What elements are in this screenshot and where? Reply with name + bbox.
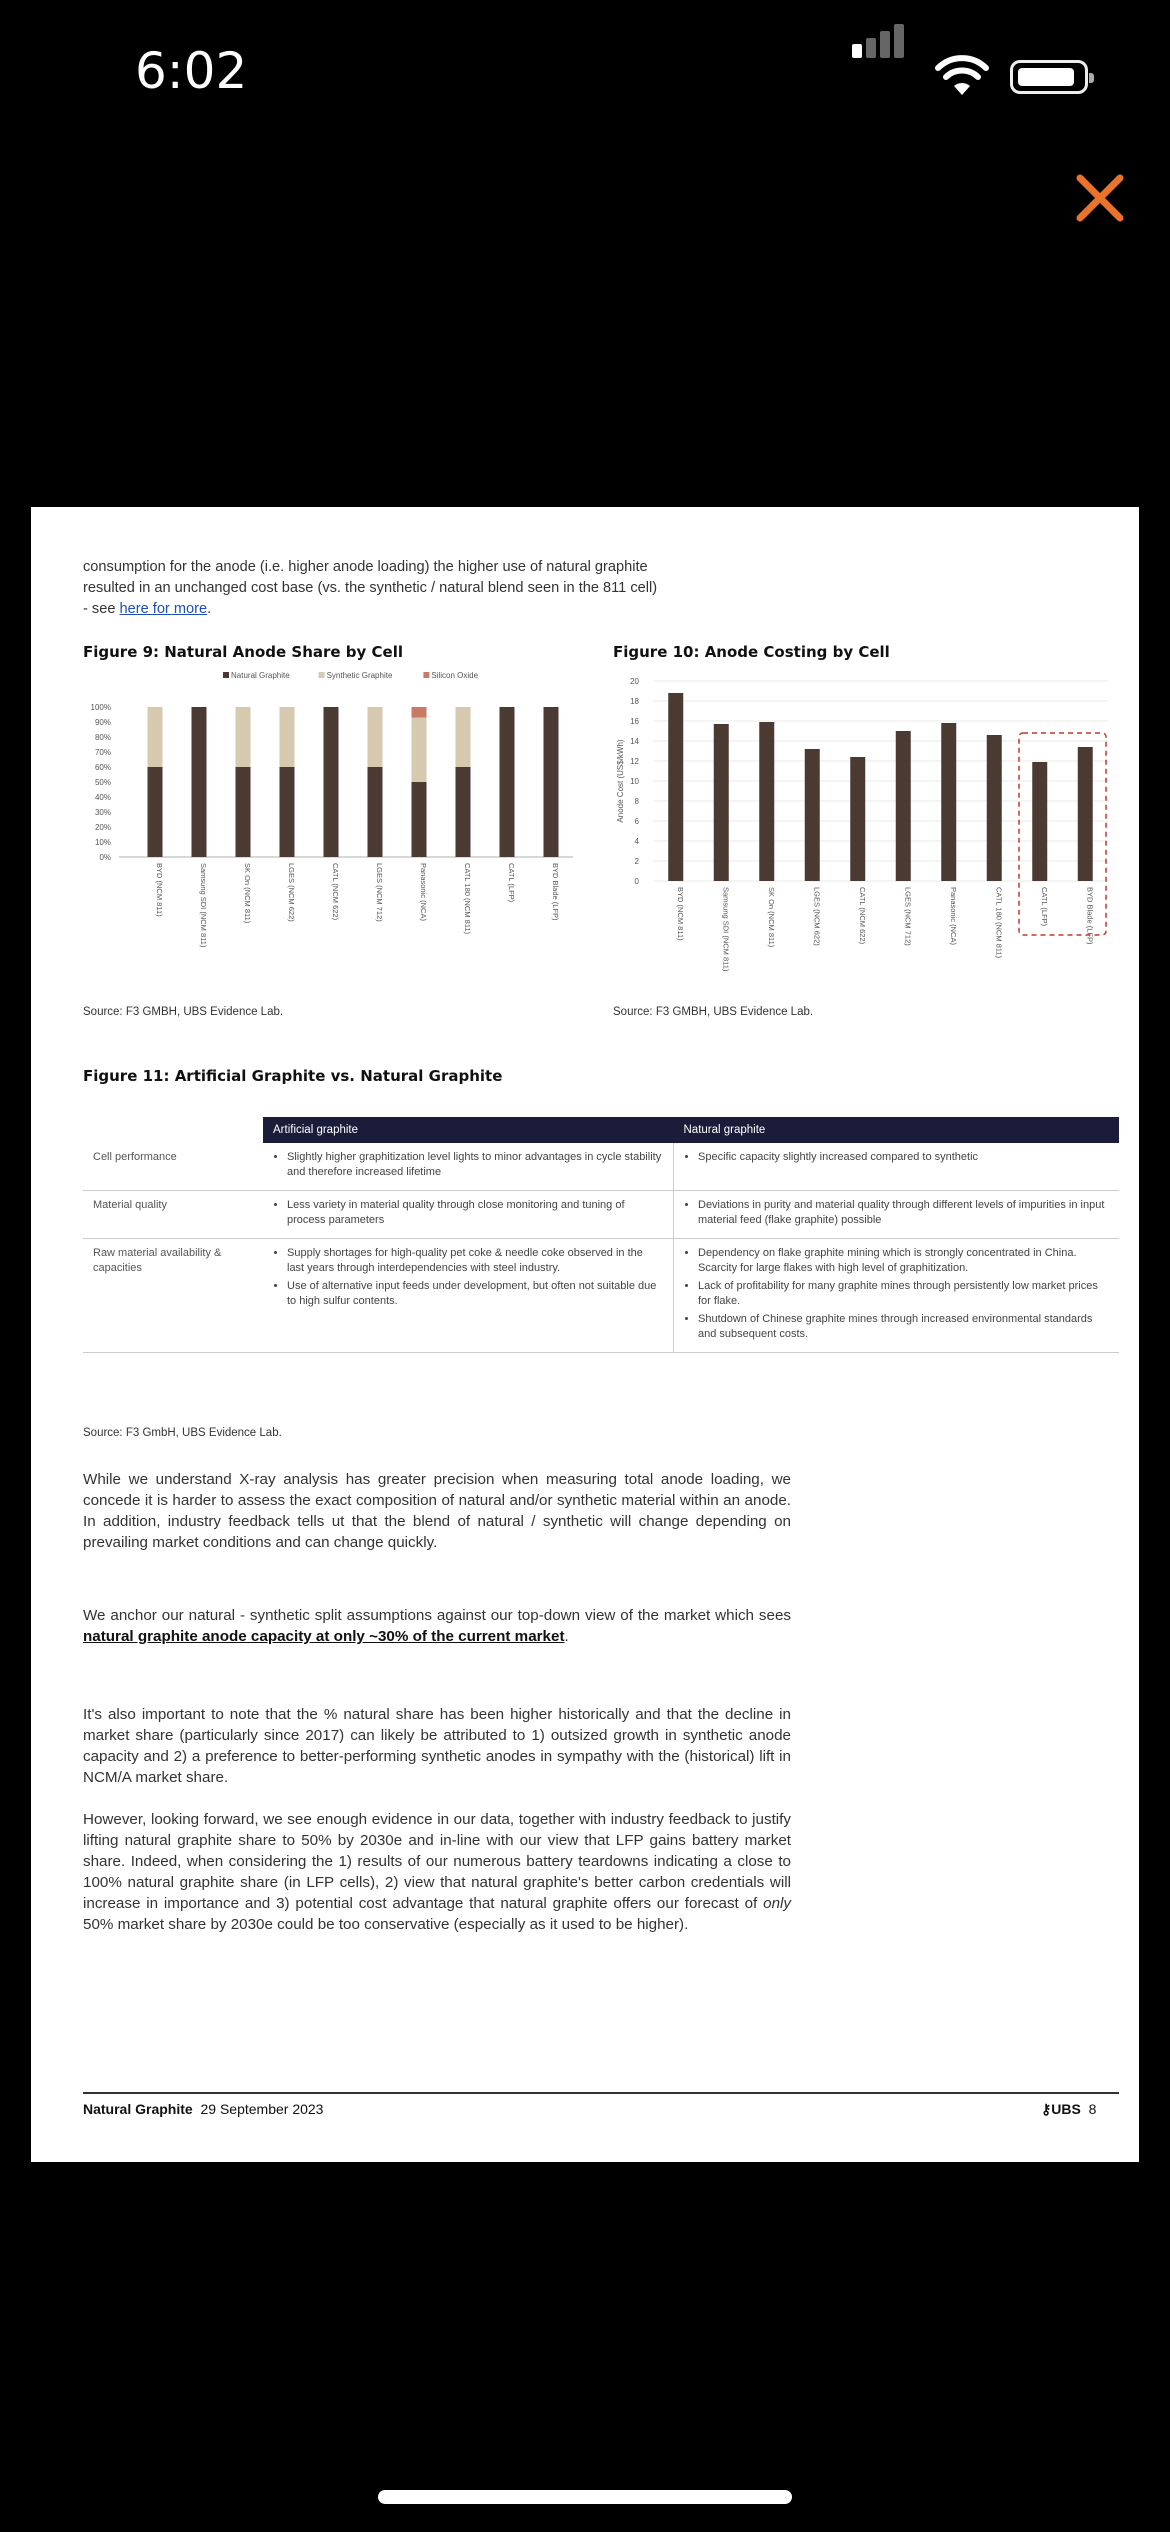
y-tick-label: 80% <box>94 733 111 742</box>
row-label: Raw material availability & capacities <box>83 1239 263 1353</box>
bullet-item: • Less variety in material quality through close monitoring and tuning of process parameters <box>287 1198 663 1228</box>
here-for-more-link[interactable]: here for more <box>119 601 208 617</box>
x-tick-label: CATL (LFP) <box>507 863 516 903</box>
p4-text: However, looking forward, we see enough evidence in our data, together with industry feedback to justify lifting natural graphite share to 50% by 2030e and in-line with our view that LFP gains battery market share. Indeed, when considering the 1) results of our numerous battery teardowns indicating a close to 100% natural graphite share (in LFP cells), 2) view that natural graphite's better carbon credentials will increase in importance and 3) potential cost advantage that natural graphite offers our forecast of <box>83 1811 791 1912</box>
y-tick-label: 2 <box>634 857 639 866</box>
bar <box>714 724 729 881</box>
bar-synthetic-graphite <box>412 718 427 783</box>
y-tick-label: 50% <box>94 778 111 787</box>
wifi-icon <box>935 55 989 97</box>
natural-cell <box>674 1191 1120 1239</box>
y-tick-label: 20% <box>94 823 111 832</box>
y-tick-label: 20 <box>630 677 639 686</box>
status-bar <box>0 0 1170 150</box>
footer-brand <box>1041 2101 1096 2118</box>
x-tick-label: SK On (NCM 811) <box>766 887 776 948</box>
bar-synthetic-graphite <box>236 707 251 767</box>
bar <box>759 722 774 881</box>
y-tick-label: 10 <box>630 777 639 786</box>
natural-cell <box>674 1239 1120 1353</box>
intro-line-3 <box>83 599 783 620</box>
bar-natural-graphite <box>236 767 251 857</box>
bar <box>896 731 911 881</box>
x-tick-label: CATL 180 (NCM 811) <box>994 887 1004 959</box>
row-label: Material quality <box>83 1191 263 1239</box>
bullet-item: • Use of alternative input feeds under development, but often not suitable due to high sulfur contents. <box>287 1279 663 1309</box>
bar <box>1078 747 1093 881</box>
p4-italic: only <box>763 1895 791 1912</box>
x-tick-label: Panasonic (NCA) <box>419 863 428 921</box>
ubs-logo-text: UBS <box>1051 2101 1081 2117</box>
figure-11-title: Figure 11: Artificial Graphite vs. Natural Graphite <box>83 1067 503 1085</box>
paragraph-2 <box>83 1605 791 1647</box>
figure-9-title: Figure 9: Natural Anode Share by Cell <box>83 643 403 661</box>
figure-9-source: Source: F3 GMBH, UBS Evidence Lab. <box>83 1006 284 1018</box>
legend-swatch <box>223 672 229 678</box>
footer-report <box>83 2101 323 2117</box>
x-tick-label: Samsung SDI (NCM 811) <box>721 887 731 972</box>
figure-9-chart <box>83 667 583 987</box>
legend-label: Silicon Oxide <box>431 671 479 680</box>
figure-10-source: Source: F3 GMBH, UBS Evidence Lab. <box>613 1006 814 1018</box>
intro-suffix: . <box>207 601 212 617</box>
bar <box>941 723 956 881</box>
y-tick-label: 6 <box>634 817 639 826</box>
y-tick-label: 30% <box>94 808 111 817</box>
bar <box>805 749 820 881</box>
table-row <box>83 1143 1119 1191</box>
y-tick-label: 90% <box>94 718 111 727</box>
y-tick-label: 100% <box>90 703 111 712</box>
legend-label: Synthetic Graphite <box>326 671 393 680</box>
intro-text <box>83 557 783 620</box>
intro-line-2: resulted in an unchanged cost base (vs. the synthetic / natural blend seen in the 811 cell) <box>83 580 658 596</box>
bullet-item: • Slightly higher graphitization level lights to minor advantages in cycle stability and therefore increased lifetime <box>287 1150 663 1180</box>
bar-synthetic-graphite <box>280 707 295 767</box>
table-corner <box>83 1117 263 1143</box>
p4-end: 50% market share by 2030e could be too conservative (especially as it used to be higher). <box>83 1916 689 1933</box>
y-tick-label: 10% <box>94 838 111 847</box>
row-label: Cell performance <box>83 1143 263 1191</box>
bullet-item: • Lack of profitability for many graphite mines through persistently low market prices for flake. <box>698 1279 1109 1309</box>
y-tick-label: 70% <box>94 748 111 757</box>
clock: 6:02 <box>135 42 248 100</box>
bar-silicon-oxide <box>412 707 427 718</box>
table-row <box>83 1239 1119 1353</box>
bar-natural-graphite <box>412 782 427 857</box>
bar-natural-graphite <box>544 707 559 857</box>
legend-swatch <box>319 672 325 678</box>
bullet-item: • Dependency on flake graphite mining which is strongly concentrated in China. Scarcity for large flakes with high level of graphitization. <box>698 1246 1109 1276</box>
bar <box>850 757 865 881</box>
y-tick-label: 4 <box>634 837 639 846</box>
bar-natural-graphite <box>456 767 471 857</box>
intro-line-1: consumption for the anode (i.e. higher anode loading) the higher use of natural graphite <box>83 559 648 575</box>
x-tick-label: Samsung SDI (NCM 811) <box>199 863 208 948</box>
artificial-cell <box>263 1143 674 1191</box>
bar <box>987 735 1002 881</box>
bar <box>1032 762 1047 881</box>
figure-10-chart <box>613 667 1123 997</box>
natural-cell <box>674 1143 1120 1191</box>
home-indicator[interactable] <box>378 2490 792 2504</box>
x-tick-label: CATL 180 (NCM 811) <box>463 863 472 935</box>
y-tick-label: 14 <box>630 737 639 746</box>
page-number: 8 <box>1088 2101 1097 2117</box>
bar-synthetic-graphite <box>148 707 163 767</box>
x-tick-label: SK On (NCM 811) <box>243 863 252 924</box>
paragraph-1: While we understand X-ray analysis has greater precision when measuring total anode loading, we concede it is harder to assess the exact composition of natural and/or synthetic material within an anode. In addition, industry feedback tells ut that the blend of natural / synthetic will change depending on prevailing market conditions and can change quickly. <box>83 1471 791 1551</box>
paragraph-3: It's also important to note that the % natural share has been higher historically and that the decline in market share (particularly since 2017) can likely be attributed to 1) outsized growth in synthetic anode capacity and 2) a preference to better-performing synthetic anodes in sympathy with the (historical) lift in NCM/A market share. <box>83 1706 791 1786</box>
p2-emphasis: natural graphite anode capacity at only ~30% of the current market <box>83 1628 565 1645</box>
bar-natural-graphite <box>368 767 383 857</box>
footer-report-title: Natural Graphite <box>83 2101 193 2117</box>
bar <box>668 693 683 881</box>
bullet-item: • Supply shortages for high-quality pet coke & needle coke observed in the last years through interdependencies with steel industry. <box>287 1246 663 1276</box>
bar-natural-graphite <box>192 707 207 857</box>
bar-natural-graphite <box>280 767 295 857</box>
legend-label: Natural Graphite <box>231 671 290 680</box>
y-tick-label: 40% <box>94 793 111 802</box>
y-tick-label: 18 <box>630 697 639 706</box>
ubs-keys-icon: ⚷ <box>1041 2101 1052 2117</box>
header-natural: Natural graphite <box>674 1117 1120 1143</box>
x-tick-label: LGES (NCM 712) <box>375 863 384 922</box>
bar-synthetic-graphite <box>368 707 383 767</box>
artificial-cell <box>263 1239 674 1353</box>
y-axis-label: Anode Cost (US$/kWh) <box>616 739 625 823</box>
artificial-cell <box>263 1191 674 1239</box>
table-row <box>83 1191 1119 1239</box>
close-icon[interactable] <box>1070 168 1130 228</box>
p2-end: . <box>564 1628 569 1645</box>
bullet-item: • Deviations in purity and material quality through different levels of impurities in input material feed (flake graphite) possible <box>698 1198 1109 1228</box>
x-tick-label: BYD (NCM 811) <box>675 887 685 941</box>
p2-text: We anchor our natural - synthetic split assumptions against our top-down view of the market which sees <box>83 1607 791 1624</box>
y-tick-label: 0% <box>99 853 111 862</box>
x-tick-label: LGES (NCM 622) <box>812 887 822 946</box>
y-tick-label: 0 <box>634 877 639 886</box>
comparison-table <box>83 1117 1119 1353</box>
bar-natural-graphite <box>324 707 339 857</box>
footer-date: 29 September 2023 <box>200 2101 324 2117</box>
legend-swatch <box>423 672 429 678</box>
x-tick-label: LGES (NCM 622) <box>287 863 296 922</box>
x-tick-label: CATL (NCM 622) <box>331 863 340 921</box>
paragraph-4 <box>83 1809 791 1935</box>
bar-synthetic-graphite <box>456 707 471 767</box>
x-tick-label: BYD (NCM 811) <box>155 863 164 917</box>
x-tick-label: CATL (NCM 622) <box>857 887 867 945</box>
intro-prefix: - see <box>83 601 120 617</box>
x-tick-label: BYD Blade (LFP) <box>1085 887 1095 945</box>
x-tick-label: Panasonic (NCA) <box>948 887 958 945</box>
header-artificial: Artificial graphite <box>263 1117 674 1143</box>
bullet-item: • Specific capacity slightly increased compared to synthetic <box>698 1150 1109 1165</box>
document-page <box>31 507 1139 2162</box>
y-tick-label: 8 <box>634 797 639 806</box>
battery-icon <box>1010 60 1088 94</box>
y-tick-label: 60% <box>94 763 111 772</box>
bar-natural-graphite <box>148 767 163 857</box>
x-tick-label: BYD Blade (LFP) <box>551 863 560 921</box>
x-tick-label: CATL (LFP) <box>1039 887 1049 927</box>
figure-10-title: Figure 10: Anode Costing by Cell <box>613 643 890 661</box>
bullet-item: • Shutdown of Chinese graphite mines through increased environmental standards and subsequent costs. <box>698 1312 1109 1342</box>
figure-11-source: Source: F3 GmbH, UBS Evidence Lab. <box>83 1427 282 1439</box>
x-tick-label: LGES (NCM 712) <box>903 887 913 946</box>
y-tick-label: 16 <box>630 717 639 726</box>
bar-natural-graphite <box>500 707 515 857</box>
y-tick-label: 12 <box>630 757 639 766</box>
footer-rule <box>83 2092 1119 2094</box>
